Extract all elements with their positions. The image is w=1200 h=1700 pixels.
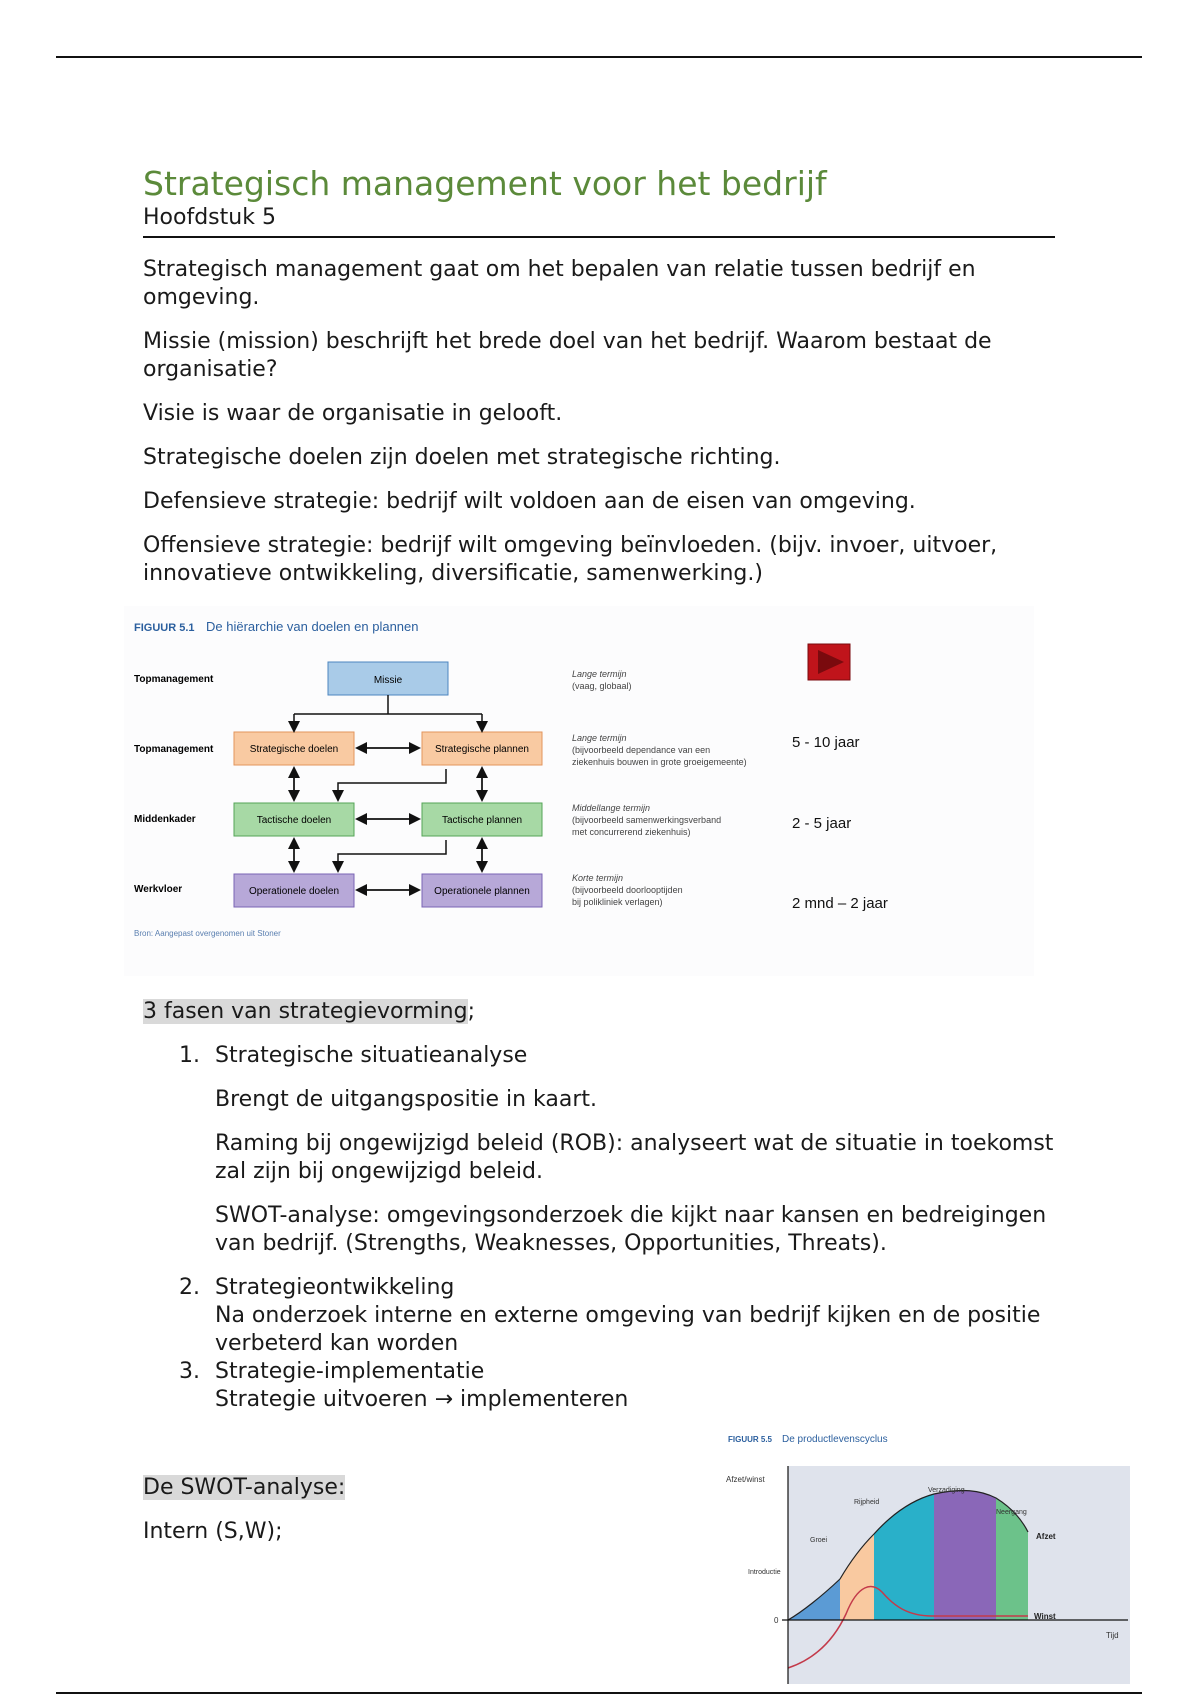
list-item-title: Strategie-implementatie (215, 1359, 485, 1384)
phase-label-maturity: Rijpheid (854, 1499, 880, 1506)
paragraph-offensive: Offensieve strategie: bedrijf wilt omgeving beïnvloeden. (bijv. invoer, uitvoer, innovatieve ontwikkeling, diversificatie, samenwerking.) (143, 533, 998, 586)
paragraph-defensive: Defensieve strategie: bedrijf wilt voldoen aan de eisen van omgeving. (143, 489, 916, 514)
term-3-line-1: bij polikliniek verlagen) (572, 897, 663, 907)
phase-saturation-area (934, 1491, 996, 1620)
term-1-line-1: ziekenhuis bouwen in grote groeigemeente) (572, 757, 747, 767)
level-label-top-2: Topmanagement (134, 744, 214, 755)
phases-heading-highlight: 3 fasen van strategievorming (143, 999, 468, 1024)
phase-label-growth: Groei (810, 1537, 828, 1544)
figure-product-life-cycle (722, 1424, 1132, 1686)
term-3-title: Korte termijn (572, 873, 624, 883)
hierarchy-connectors (294, 695, 482, 890)
list-number: 3. (179, 1359, 200, 1384)
term-2-line-1: met concurrerend ziekenhuis) (572, 827, 691, 837)
list-number: 2. (179, 1275, 200, 1300)
box-operational-plans-label: Operationele plannen (434, 886, 530, 897)
level-label-top-1: Topmanagement (134, 674, 214, 685)
phase-label-saturation: Verzadiging (928, 1487, 965, 1494)
term-3-line-0: (bijvoorbeeld doorlooptijden (572, 885, 683, 895)
list-number: 1. (179, 1043, 200, 1068)
box-strategic-goals-label: Strategische doelen (249, 744, 339, 755)
phases-heading-suffix: ; (467, 999, 475, 1024)
duration-strategic: 5 - 10 jaar (792, 734, 860, 751)
list-item-detail: Strategie uitvoeren → implementeren (215, 1387, 629, 1412)
zero-label: 0 (774, 1616, 779, 1625)
header-rule (56, 56, 1142, 58)
phase-label-decline: Neergang (996, 1509, 1027, 1516)
list-item-paragraph: Brengt de uitgangspositie in kaart. (215, 1087, 598, 1112)
hierarchy-diagram (124, 606, 1034, 976)
curve-label-sales: Afzet (1036, 1532, 1056, 1541)
x-axis-label: Tijd (1106, 1631, 1119, 1640)
term-2-title: Middellange termijn (572, 803, 651, 813)
figure1-caption-label: FIGUUR 5.1 (134, 622, 195, 634)
list-item-paragraph: Raming bij ongewijzigd beleid (ROB): analyseert wat de situatie in toekomst zal zijn bij ongewijzigd beleid. (215, 1131, 1054, 1184)
y-axis-label: Afzet/winst (726, 1475, 765, 1484)
list-item-strategy-development (143, 1274, 1083, 1358)
chapter-subtitle: Hoofdstuk 5 (143, 204, 1055, 238)
box-mission-label: Missie (373, 675, 403, 686)
term-1-title: Lange termijn (572, 733, 627, 743)
list-item-title: Strategieontwikkeling (215, 1275, 455, 1300)
product-life-cycle-chart (722, 1424, 1132, 1686)
document-body (143, 164, 1055, 588)
paragraph-vision: Visie is waar de organisatie in gelooft. (143, 401, 563, 426)
box-operational-goals-label: Operationele doelen (248, 886, 340, 897)
page-title: Strategisch management voor het bedrijf (143, 164, 827, 203)
swot-heading-highlight: De SWOT-analyse: (143, 1475, 346, 1500)
paragraph-mission: Missie (mission) beschrijft het brede doel van het bedrijf. Waarom bestaat de organisatie? (143, 329, 992, 382)
term-0-line-0: (vaag, globaal) (572, 681, 632, 691)
figure1-source: Bron: Aangepast overgenomen uit Stoner (134, 929, 281, 938)
box-tactical-plans-label: Tactische plannen (441, 815, 523, 826)
figure-hierarchy-goals-plans (124, 606, 1034, 976)
term-2-line-0: (bijvoorbeeld samenwerkingsverband (572, 815, 722, 825)
paragraph-intro: Strategisch management gaat om het bepalen van relatie tussen bedrijf en omgeving. (143, 257, 976, 310)
figure2-caption-label: FIGUUR 5.5 (728, 1435, 773, 1444)
play-button[interactable] (808, 644, 850, 680)
paragraph-strategic-goals: Strategische doelen zijn doelen met strategische richting. (143, 445, 781, 470)
term-1-line-0: (bijvoorbeeld dependance van een (572, 745, 711, 755)
term-0-title: Lange termijn (572, 669, 627, 679)
figure1-caption-title: De hiërarchie van doelen en plannen (206, 619, 419, 634)
list-item-strategy-implementation (143, 1358, 1083, 1414)
phases-list (143, 1042, 1083, 1414)
phases-heading (143, 998, 475, 1026)
list-item-detail: Na onderzoek interne en externe omgeving van bedrijf kijken en de positie verbeterd kan worden (215, 1303, 1041, 1356)
list-item-situation-analysis (143, 1042, 1083, 1258)
footer-rule (56, 1692, 1142, 1694)
level-label-floor: Werkvloer (134, 884, 183, 895)
figure2-caption-title: De productlevenscyclus (782, 1434, 888, 1445)
list-item-paragraph: SWOT-analyse: omgevingsonderzoek die kijkt naar kansen en bedreigingen van bedrijf. (Strengths, Weaknesses, Opportunities, Threats). (215, 1203, 1047, 1256)
swot-intern: Intern (S,W); (143, 1519, 283, 1544)
level-label-middle: Middenkader (134, 814, 196, 825)
curve-label-profit: Winst (1034, 1612, 1056, 1621)
box-strategic-plans-label: Strategische plannen (435, 744, 529, 755)
phase-label-introduction: Introductie (748, 1569, 781, 1576)
duration-operational: 2 mnd – 2 jaar (792, 895, 888, 912)
swot-heading (143, 1474, 345, 1502)
list-item-title: Strategische situatieanalyse (215, 1043, 528, 1068)
box-tactical-goals-label: Tactische doelen (256, 815, 332, 826)
duration-tactical: 2 - 5 jaar (792, 815, 852, 832)
